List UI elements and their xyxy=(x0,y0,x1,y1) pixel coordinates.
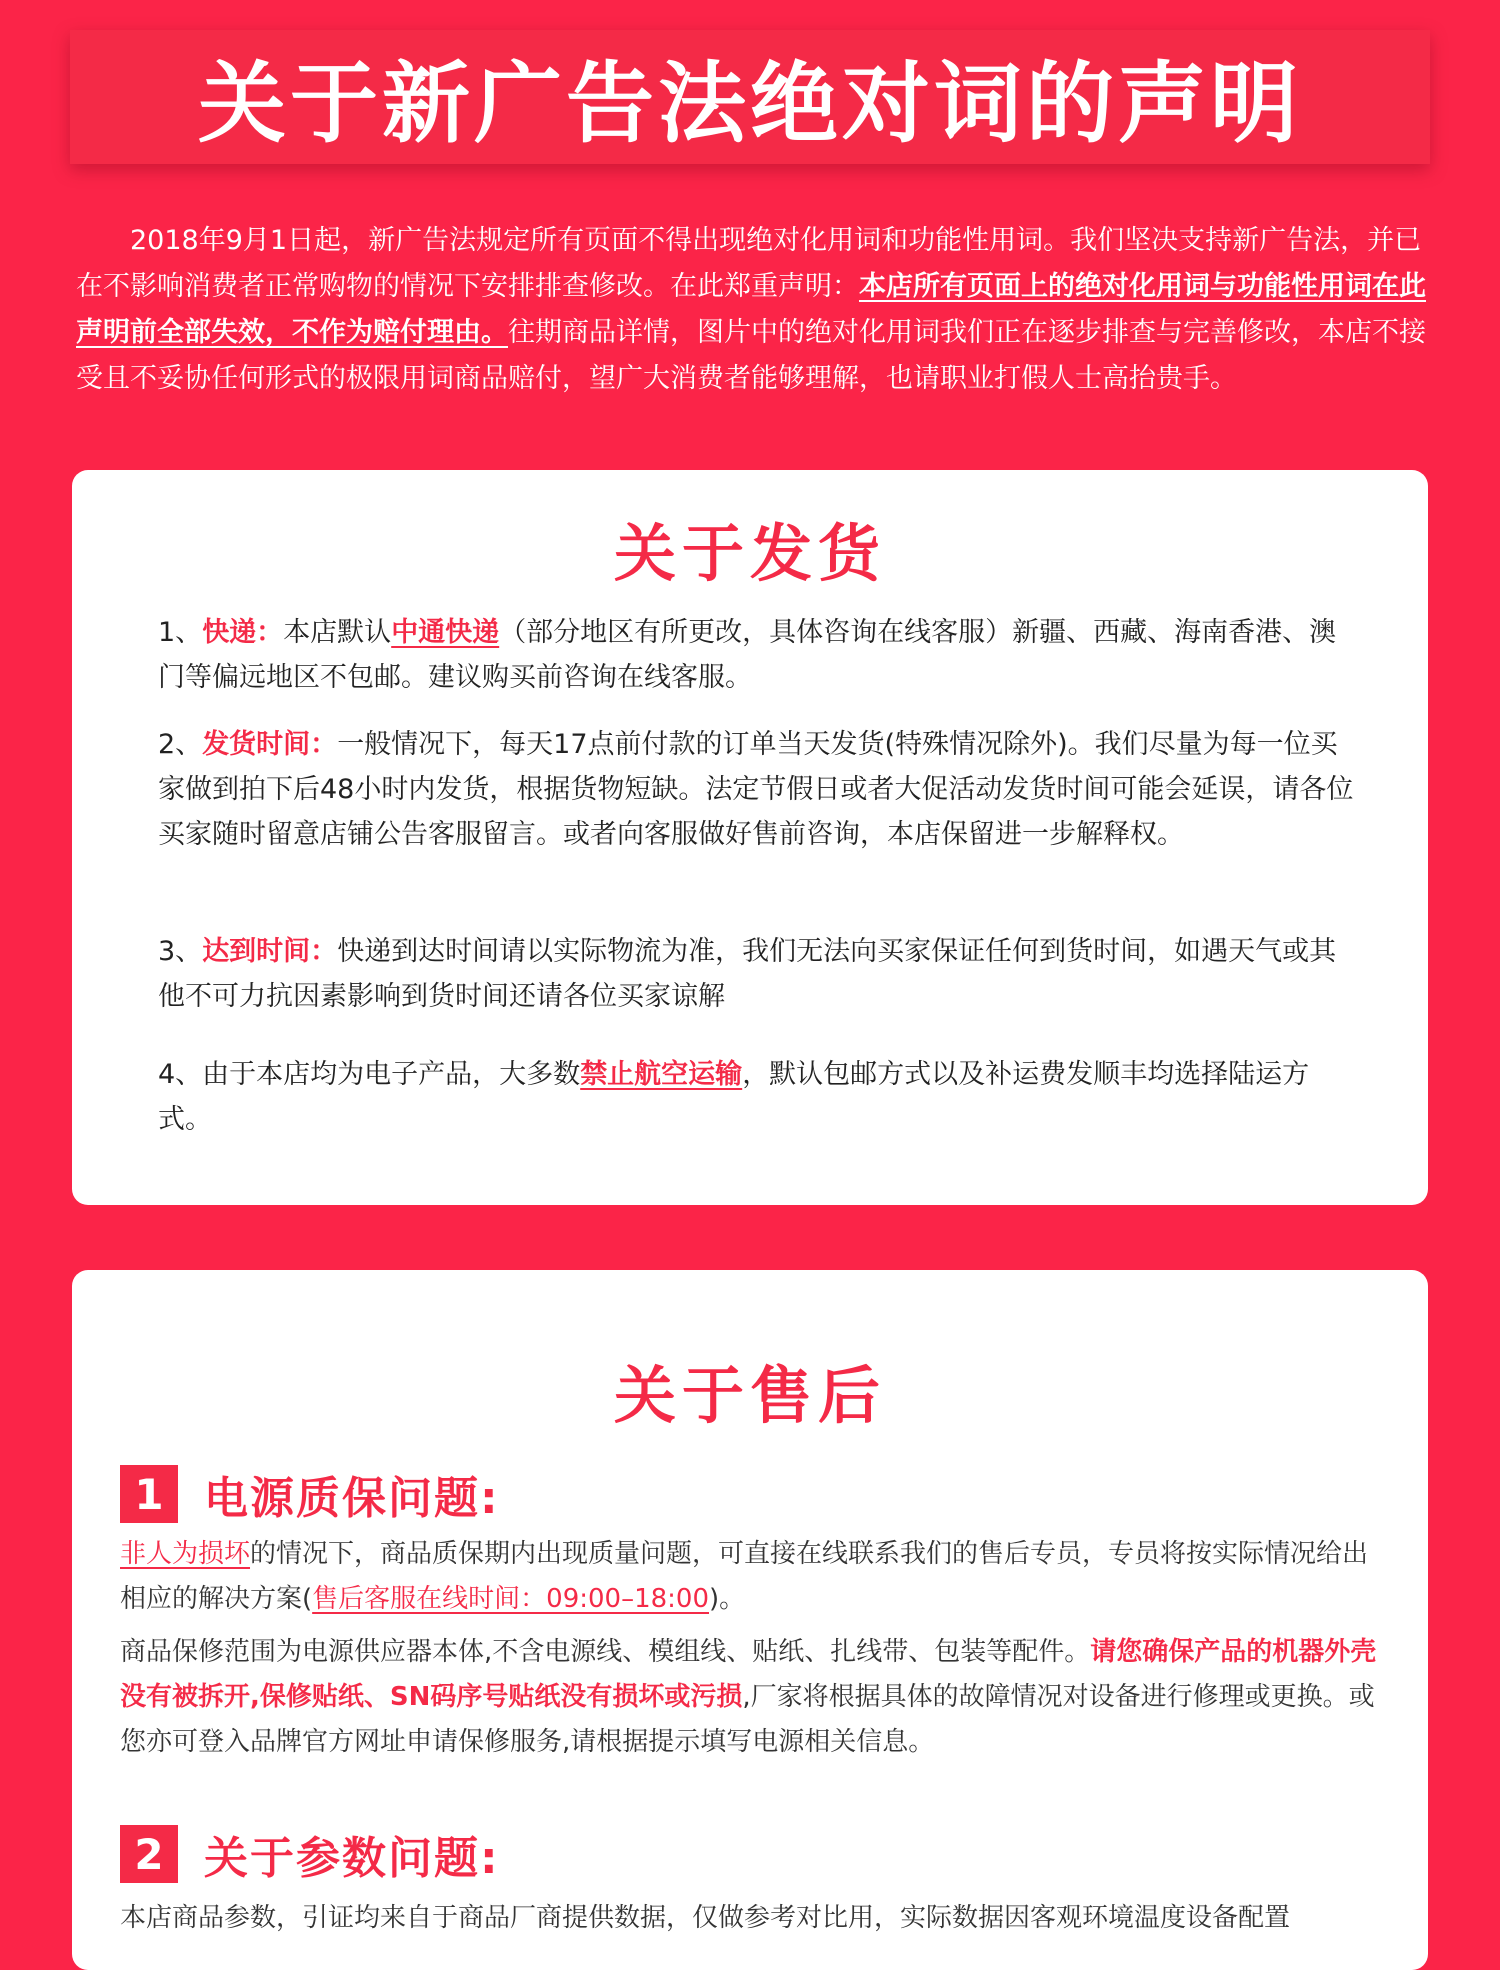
shipping-item-express xyxy=(158,610,1358,700)
service-hours-link[interactable]: 售后客服在线时间：09:00–18:00 xyxy=(312,1584,710,1614)
item-number: 2、 xyxy=(158,729,203,760)
statement-text-continued: 往期商品详情，图片中的绝对化用词我们正在逐步排查与完善修改，本店不接受且不妥协任何形式的极限用词商品赔付，望广大消费者能够理解，也请职业打假人士高抬贵手。 xyxy=(76,317,1426,394)
ad-law-statement xyxy=(76,218,1426,402)
shipping-card xyxy=(72,470,1428,1205)
section-title: 电源质保问题: xyxy=(204,1473,500,1524)
paragraph-text: 的情况下，商品质保期内出现质量问题，可直接在线联系我们的售后专员，专员将按实际情况给出相应的解决方案( xyxy=(120,1539,1369,1614)
statement-highlight: 本店所有页面上的绝对化用词与功能性用词在此声明前全部失效，不作为赔付理由。 xyxy=(76,271,1426,348)
item-text: 本店默认 xyxy=(283,617,392,648)
shipping-item-transport xyxy=(158,1052,1358,1142)
non-human-damage-link[interactable]: 非人为损坏 xyxy=(120,1539,251,1569)
item-text: ，默认包邮方式以及补运费发顺丰均选择陆运方式。 xyxy=(158,1059,1310,1135)
shipping-item-dispatch-time xyxy=(158,722,1358,857)
warranty-paragraph-1 xyxy=(120,1532,1390,1622)
shipping-title: 关于发货 xyxy=(613,517,886,590)
section-power-warranty-header xyxy=(120,1462,500,1526)
item-number: 3、 xyxy=(158,936,203,967)
paragraph-text: ,厂家将根据具体的故障情况对设备进行修理或更换。或您亦可登入品牌官方网址申请保修服务,请根据提示填写电源相关信息。 xyxy=(120,1682,1375,1757)
section-title: 关于参数问题: xyxy=(204,1833,500,1884)
section-number-badge: 2 xyxy=(120,1825,178,1883)
paragraph-text: )。 xyxy=(709,1584,746,1614)
aftersales-card xyxy=(72,1270,1428,1970)
section-parameters-header xyxy=(120,1822,500,1886)
header-banner xyxy=(70,30,1430,164)
warranty-paragraph-2 xyxy=(120,1630,1390,1765)
item-label: 快递： xyxy=(202,617,284,648)
item-text: 一般情况下，每天17点前付款的订单当天发货(特殊情况除外)。我们尽量为每一位买家做到拍下后48小时内发货，根据货物短缺。法定节假日或者大促活动发货时间可能会延误，请各位买家随时留意店铺公告客服留言。或者向客服做好售前咨询，本店保留进一步解释权。 xyxy=(158,729,1354,850)
item-number: 1、 xyxy=(158,617,203,648)
courier-link[interactable]: 中通快递 xyxy=(391,617,500,648)
aftersales-title: 关于售后 xyxy=(613,1359,886,1432)
statement-text: 2018年9月1日起，新广告法规定所有页面不得出现绝对化用词和功能性用词。我们坚决支持新广告法，并已在不影响消费者正常购物的情况下安排排查修改。在此郑重声明： xyxy=(76,225,1422,302)
item-text: 快递到达时间请以实际物流为准，我们无法向买家保证任何到货时间，如遇天气或其他不可力抗因素影响到货时间还请各位买家谅解 xyxy=(158,936,1337,1012)
page-title: 关于新广告法绝对词的声明 xyxy=(197,52,1302,155)
shipping-item-arrival-time xyxy=(158,929,1358,1019)
parameters-paragraph xyxy=(120,1896,1410,1941)
air-transport-link[interactable]: 禁止航空运输 xyxy=(580,1059,743,1090)
item-text: （部分地区有所更改，具体咨询在线客服）新疆、西藏、海南香港、澳门等偏远地区不包邮。建议购买前咨询在线客服。 xyxy=(158,617,1337,693)
warranty-warning: 请您确保产品的机器外壳没有被拆开,保修贴纸、SN码序号贴纸没有损坏或污损 xyxy=(120,1637,1377,1712)
paragraph-text: 商品保修范围为电源供应器本体,不含电源线、模组线、贴纸、扎线带、包装等配件。 xyxy=(120,1637,1091,1667)
paragraph-text: 本店商品参数，引证均来自于商品厂商提供数据，仅做参考对比用，实际数据因客观环境温度设备配置 xyxy=(120,1903,1291,1933)
section-number-badge: 1 xyxy=(120,1465,178,1523)
item-label: 达到时间： xyxy=(202,936,338,967)
item-text: 4、由于本店均为电子产品，大多数 xyxy=(158,1059,581,1090)
item-label: 发货时间： xyxy=(202,729,338,760)
